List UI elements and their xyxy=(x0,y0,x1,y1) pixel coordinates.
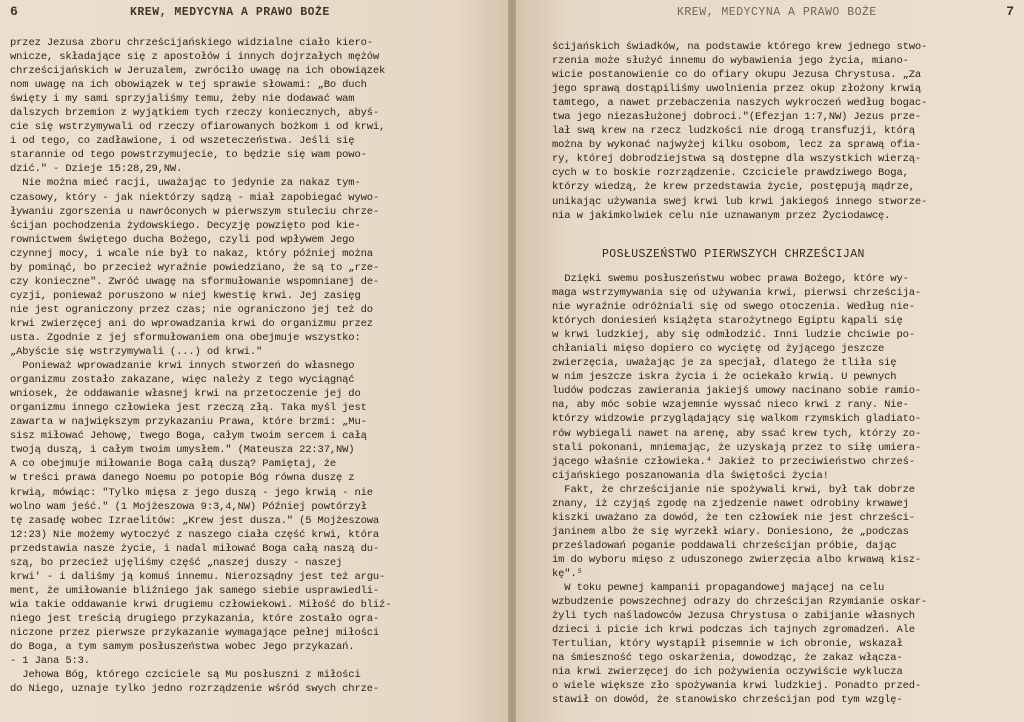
text-line: organizmu zostało zakazane, więc należy z tego wyciągnąć xyxy=(10,374,355,387)
text-line: lał swą krew na rzecz ludzkości nie drogą transfuzji, którą xyxy=(552,125,915,138)
text-line: maga wstrzymywania się od używania krwi, pierwsi chrześcija- xyxy=(552,287,922,300)
text-line: rów wybiegali nawet na arenę, aby ssać krew tych, którzy zo- xyxy=(552,427,922,440)
text-line: chłaniali mięso dopiero co wyciętę od żyjącego jeszcze xyxy=(552,343,885,356)
text-line: którzy wiedzą, że krew przedstawia życie, postępują mądrze, xyxy=(552,181,915,194)
text-line: w krwi ludzkiej, aby się odmłodzić. Inni ludzie chciwie po- xyxy=(552,329,915,342)
text-line: do Boga, a tym samym posłuszeństwa wobec Jego przykazań. xyxy=(10,641,355,654)
text-line: cych w to boskie rozrządzenie. Czciciele prawdziwego Boga, xyxy=(552,167,909,180)
text-line: ludów podczas zawierania jakiejś umowy nacinano sobie ramio- xyxy=(552,385,922,398)
text-line: stali pokonani, mniemając, że uzyskają przez to siłę umiera- xyxy=(552,441,922,454)
text-line: ment, że umiłowanie bliźniego jak samego siebie usprawiedli- xyxy=(10,584,380,597)
text-line: W toku pewnej kampanii propagandowej mającej na celu xyxy=(552,582,885,595)
running-head: KREW, MEDYCYNA A PRAWO BOŻE xyxy=(677,6,877,19)
text-line: Dzięki swemu posłuszeństwu wobec prawa Bożego, które wy- xyxy=(552,273,909,285)
body-text xyxy=(552,40,927,223)
text-line: nia krwi zwierzęcej do ich pożywienia oczywiście wyklucza xyxy=(552,666,903,679)
text-line: na, aby móc sobie wzajemnie wyssać nieco krwi z rany. Nie- xyxy=(552,399,909,412)
text-line: cijańskiego poszanowania dla świętości życia! xyxy=(552,469,829,482)
text-line: starannie od tego powstrzymujecie, to będzie się wam powo- xyxy=(10,149,367,162)
text-line: rzenia może służyć innemu do wybawienia jego życia, miano- xyxy=(552,55,909,68)
text-line: którzy widzowie przyglądający się walkom rzymskich gladiato- xyxy=(552,413,922,426)
text-line: dzić." - Dzieje 15:28,29,NW. xyxy=(10,163,183,176)
text-line: twoją duszą, i całym twoim umysłem." (Mateusza 22:37,NW) xyxy=(10,444,355,457)
text-line: nia w jakimkolwiek celu nie uznawanym przez Życiodawcę. xyxy=(552,209,891,222)
text-line: unikając używania swej krwi lub krwi jakiegoś innego stworze- xyxy=(552,195,928,208)
text-line: stawił on dowód, że stanowisko chrześcijan pod tym wzglę- xyxy=(552,694,903,707)
text-line: krwi' - i daliśmy ją komuś innemu. Nierozsądny jest też argu- xyxy=(10,570,386,583)
text-line: jego sprawą dostąpiliśmy uwolnienia przez okup złożony krwią xyxy=(552,83,922,96)
text-line: przez Jezusa zboru chrześcijańskiego widzialne ciało kiero- xyxy=(10,37,373,49)
text-line: kę".⁵ xyxy=(552,567,583,580)
text-line: można by wykonać najwyżej kilku osobom, lecz za sprawą ofia- xyxy=(552,139,922,152)
text-line: przedstawia nasze życie, i nadal miłować Boga całą naszą du- xyxy=(10,542,380,555)
page-number: 6 xyxy=(10,4,18,19)
text-line: wniosek, że oddawanie własnej krwi na przetoczenie jej do xyxy=(10,388,361,401)
text-line: których doniesień książęta starożytnego Egiptu kąpali się xyxy=(552,315,903,328)
text-line: jącego właśnie człowieka.⁴ Jakież to przeciwieństwo chrześ- xyxy=(552,455,915,468)
text-line: Nie można mieć racji, uważając to jedynie za nakaz tym- xyxy=(10,177,361,190)
text-line: czasowy, który - jak niektórzy sądzą - miał zapobiegać wywo- xyxy=(10,191,380,204)
text-line: kiszki uważano za dowód, że ten człowiek nie jest chrześci- xyxy=(552,511,915,524)
book-gutter xyxy=(508,0,516,722)
text-line: wicie postanowienie co do ofiary okupu Jezusa Chrystusa. „Za xyxy=(552,69,922,82)
body-text xyxy=(552,272,927,707)
text-line: 12:23) Nie możemy wytoczyć z naszego ciała część krwi, która xyxy=(10,528,380,541)
text-line: - 1 Jana 5:3. xyxy=(10,655,90,668)
text-line: zwierzęcia, uważając je za specjał, dlatego że tliła się xyxy=(552,357,897,370)
text-line: do Niego, uznaje tylko jedno rozrządzenie wśród swych chrze- xyxy=(10,683,380,696)
text-line: nom uwagę na ich obowiązek w tej sprawie słowami: „Bo duch xyxy=(10,79,367,92)
body-text xyxy=(10,36,391,696)
text-line: usta. Zgodnie z jej sformułowaniem ona obejmuje wszystko: xyxy=(10,331,361,344)
text-line: Jehowa Bóg, którego czciciele są Mu posłuszni z miłości xyxy=(10,669,361,682)
text-line: by pominąć, bo przecież wyraźnie powiedziano, że są to „rze- xyxy=(10,261,380,274)
text-line: dalszych brzemion z wyjątkiem tych rzeczy koniecznych, abyś- xyxy=(10,107,380,120)
text-line: wia takie oddawanie krwi drugiemu człowiekowi. Miłość do bliź- xyxy=(10,598,392,611)
text-line: im do wyboru mięso z uduszonego zwierzęcia albo krwawą kisz- xyxy=(552,553,922,566)
text-line: cyzji, ponieważ poruszono w niej kwestię krwi. Jej zasięg xyxy=(10,289,361,302)
page-number: 7 xyxy=(1006,4,1014,19)
text-line: A co obejmuje miłowanie Boga całą duszą? Pamiętaj, że xyxy=(10,458,337,471)
text-line: Tertulian, który wystąpił pisemnie w ich obronie, wskazał xyxy=(552,638,903,651)
text-line: prześladowań poganie poddawali chrześcijan próbie, dając xyxy=(552,539,897,552)
text-line: niego jest treścią drugiego przykazania, które zostało ogra- xyxy=(10,612,380,625)
right-page xyxy=(512,0,1024,722)
text-line: żyli tych naśladowców Jezusa Chrystusa o zabijanie własnych xyxy=(552,610,915,623)
text-line: czynnej mocy, i wcale nie był to nakaz, który później można xyxy=(10,247,373,260)
text-line: ływaniu zgorszenia u nawróconych w pierwszym stuleciu chrze- xyxy=(10,205,380,218)
text-line: niczone przez pierwsze przykazanie wymagające pełnej miłości xyxy=(10,626,380,639)
text-line: krwią, mówiąc: "Tylko mięsa z jego duszą - jego krwią - nie xyxy=(10,486,373,499)
section-heading: POSŁUSZEŃSTWO PIERWSZYCH CHRZEŚCIJAN xyxy=(602,248,865,261)
text-line: ry, której dobrodziejstwa są dostępne dla wszystkich wierzą- xyxy=(552,153,922,166)
text-line: tamtego, a nawet przebaczenia naszych wykroczeń według bogac- xyxy=(552,97,928,110)
text-line: o wiele większe zło spożywania krwi ludzkiej. Ponadto przed- xyxy=(552,680,922,693)
text-line: nie jest ograniczony przez czas; nie ograniczono jej też do xyxy=(10,303,373,316)
text-line: zawarta w największym przykazaniu Prawa, które brzmi: „Mu- xyxy=(10,416,367,429)
text-line: chrześcijańskich w Jeruzalem, zwróciło uwagę na ich obowiązek xyxy=(10,65,386,78)
text-line: w nim jeszcze iskra życia i że ociekało krwią. U pewnych xyxy=(552,371,897,384)
text-line: w treści prawa danego Noemu po potopie Bóg równa duszę z xyxy=(10,472,355,485)
text-line: dzieci i picie ich krwi podczas ich tajnych zgromadzeń. Ale xyxy=(552,624,915,637)
text-line: wzbudzenie powszechnej odrazy do chrześcijan Rzymianie oskar- xyxy=(552,596,928,609)
text-line: Fakt, że chrześcijanie nie spożywali krwi, był tak dobrze xyxy=(552,483,915,496)
text-line: organizmu innego człowieka jest rzeczą złą. Taka myśl jest xyxy=(10,402,367,415)
text-line: cie się wstrzymywali od rzeczy ofiarowanych bożkom i od krwi, xyxy=(10,121,386,134)
text-line: Ponieważ wprowadzanie krwi innych stworzeń do własnego xyxy=(10,360,355,373)
running-head: KREW, MEDYCYNA A PRAWO BOŻE xyxy=(130,6,330,19)
text-line: janinem albo że się wyrzekł wiary. Doniesiono, że „podczas xyxy=(552,525,909,538)
text-line: i od tego, co zadławione, i od wszeteczeństwa. Jeśli się xyxy=(10,135,355,148)
text-line: szą, bo przecież ujęliśmy część „naszej duszy - naszej xyxy=(10,556,343,569)
text-line: rownictwem świętego ducha Bożego, czyli pod wpływem Jego xyxy=(10,233,355,246)
text-line: tę zasadę wobec Izraelitów: „Krew jest dusza." (5 Mojżeszowa xyxy=(10,514,380,527)
text-line: twa jego niezasłużonej dobroci."(Efezjan 1:7,NW) Jezus prze- xyxy=(552,111,922,124)
text-line: krwi zwierzęcej ani do wprowadzania krwi do organizmu przez xyxy=(10,317,373,330)
text-line: ścijan pochodzenia żydowskiego. Decyzję powzięto pod kie- xyxy=(10,219,361,232)
text-line: znany, iż czyjąś zgodę na zjedzenie nawet odrobiny krwawej xyxy=(552,497,909,510)
text-line: czy konieczne". Zwróć uwagę na sformułowanie wspomnianej de- xyxy=(10,275,380,288)
text-line: święty i my sami sprzyjaliśmy temu, żeby nie dodawać wam xyxy=(10,93,355,106)
text-line: na śmieszność tego oskarżenia, dowodząc, że zakaz włącza- xyxy=(552,652,903,665)
text-line: nie wyraźnie odróżniali się od swego otoczenia. Według nie- xyxy=(552,301,915,314)
text-line: „Abyście się wstrzymywali (...) od krwi." xyxy=(10,346,263,359)
text-line: sisz miłować Jehowę, twego Boga, całym twoim sercem i całą xyxy=(10,430,367,443)
text-line: ścijańskich świadków, na podstawie którego krew jednego stwo- xyxy=(552,41,928,53)
text-line: wnicze, składające się z apostołów i innych dojrzałych mężów xyxy=(10,51,380,64)
text-line: wolno wam jeść." (1 Mojżeszowa 9:3,4,NW) Później powtórzył xyxy=(10,500,367,513)
